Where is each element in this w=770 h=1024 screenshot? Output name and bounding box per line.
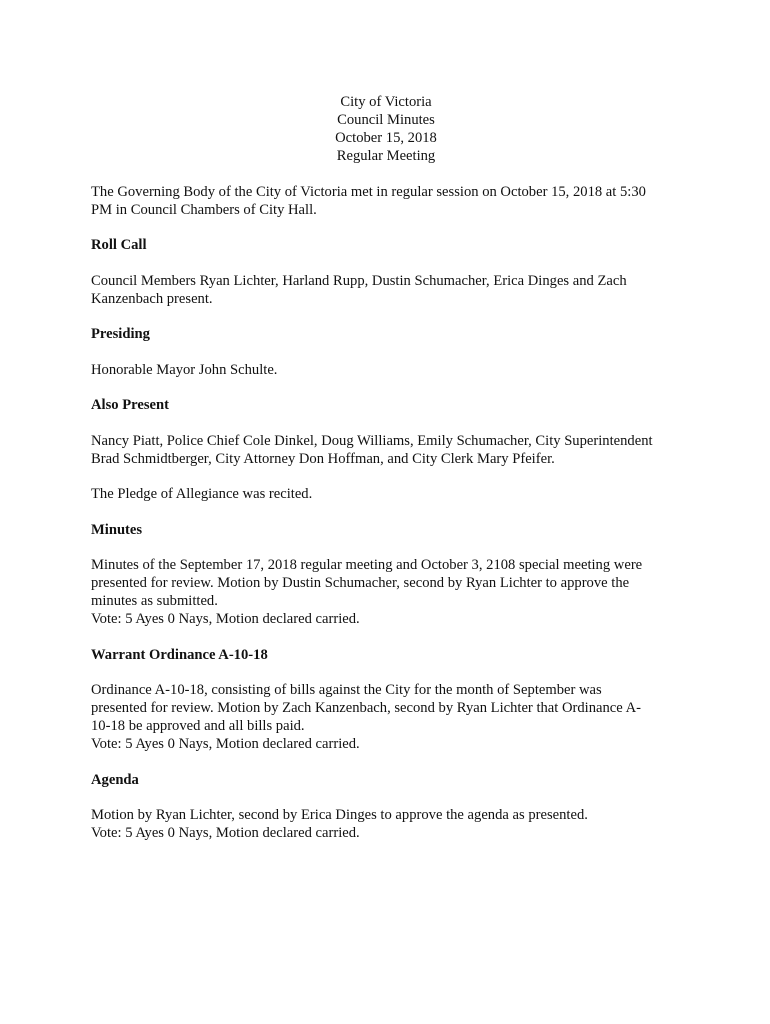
meeting-type: Regular Meeting <box>336 148 436 164</box>
intro-paragraph <box>91 183 681 219</box>
also-present-heading: Also Present <box>91 397 169 413</box>
roll-call-heading: Roll Call <box>91 237 147 253</box>
roll-call-paragraph <box>91 272 681 308</box>
warrant-line: presented for review. Motion by Zach Kanzenbach, second by Ryan Lichter that Ordinance A- <box>91 700 641 716</box>
warrant-line: 10-18 be approved and all bills paid. <box>91 718 305 734</box>
also-present-line: Brad Schmidtberger, City Attorney Don Hoffman, and City Clerk Mary Pfeifer. <box>91 450 555 467</box>
presiding-paragraph <box>91 361 681 379</box>
also-present-paragraph <box>91 432 681 468</box>
minutes-line: Minutes of the September 17, 2018 regular meeting and October 3, 2108 special meeting were <box>91 557 643 573</box>
warrant-heading: Warrant Ordinance A-10-18 <box>91 646 268 663</box>
city-name: City of Victoria <box>340 94 432 110</box>
document-type: Council Minutes <box>337 112 435 128</box>
agenda-heading: Agenda <box>91 771 139 788</box>
document-header <box>91 93 681 165</box>
minutes-paragraph <box>91 556 681 628</box>
roll-call-line: Kanzenbach present. <box>91 290 213 307</box>
pledge-line: The Pledge of Allegiance was recited. <box>91 486 313 502</box>
warrant-vote-line: Vote: 5 Ayes 0 Nays, Motion declared carried. <box>91 736 360 752</box>
pledge-paragraph <box>91 485 681 503</box>
agenda-vote-line: Vote: 5 Ayes 0 Nays, Motion declared carried. <box>91 825 360 841</box>
minutes-line: minutes as submitted. <box>91 593 218 609</box>
meeting-date: October 15, 2018 <box>335 130 437 146</box>
minutes-heading: Minutes <box>91 521 143 538</box>
also-present-line: Nancy Piatt, Police Chief Cole Dinkel, Doug Williams, Emily Schumacher, City Superintendent <box>91 432 653 449</box>
intro-line: The Governing Body of the City of Victoria met in regular session on October 15, 2018 at 5:30 <box>91 183 646 200</box>
roll-call-line: Council Members Ryan Lichter, Harland Rupp, Dustin Schumacher, Erica Dinges and Zach <box>91 272 627 289</box>
document-page <box>91 93 681 842</box>
intro-line: PM in Council Chambers of City Hall. <box>91 201 317 218</box>
agenda-line: Motion by Ryan Lichter, second by Erica Dinges to approve the agenda as presented. <box>91 807 588 823</box>
agenda-paragraph <box>91 806 681 842</box>
minutes-line: presented for review. Motion by Dustin Schumacher, second by Ryan Lichter to approve the <box>91 575 630 591</box>
presiding-line: Honorable Mayor John Schulte. <box>91 361 278 378</box>
minutes-vote-line: Vote: 5 Ayes 0 Nays, Motion declared carried. <box>91 611 360 627</box>
warrant-line: Ordinance A-10-18, consisting of bills against the City for the month of September was <box>91 682 602 698</box>
warrant-paragraph <box>91 681 681 753</box>
presiding-heading: Presiding <box>91 326 150 342</box>
